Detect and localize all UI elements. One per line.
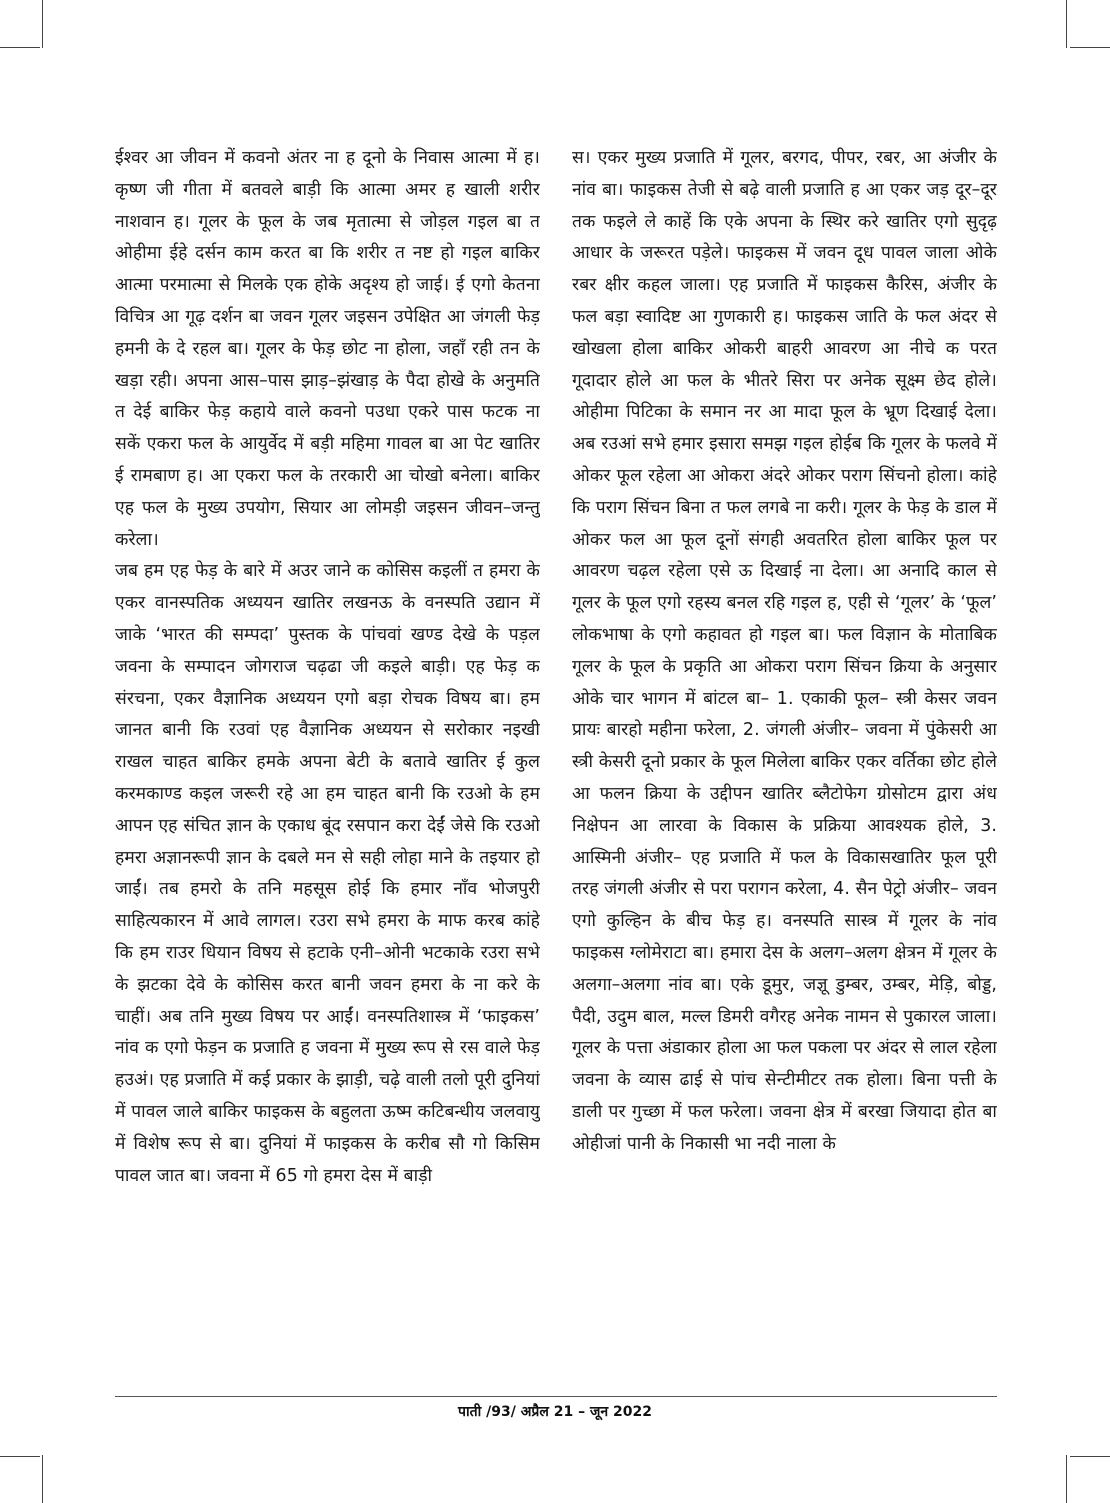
footer-divider bbox=[115, 1396, 997, 1397]
crop-mark bbox=[42, 0, 43, 48]
crop-mark bbox=[0, 47, 40, 48]
left-column bbox=[115, 143, 540, 1365]
crop-mark bbox=[1070, 1456, 1110, 1457]
crop-mark bbox=[0, 1456, 40, 1457]
crop-mark bbox=[1066, 0, 1067, 48]
crop-mark bbox=[42, 1455, 43, 1503]
page-footer: पाती /93/ अप्रैल 21 – जून 2022 bbox=[458, 1404, 652, 1420]
crop-mark bbox=[1070, 47, 1110, 48]
right-column bbox=[572, 143, 997, 1365]
crop-mark bbox=[1066, 1455, 1067, 1503]
left-column-text: ईश्वर आ जीवन में कवनो अंतर ना ह दूनो के निवास आत्मा में ह। कृष्ण जी गीता में बतवले बाड़ी कि आत्मा अमर ह खाली शरीर नाशवान ह। गूलर के फूल के जब मृतात्मा से जोड़ल गइल बा त ओहीमा ईहे दर्सन काम करत बा कि शरीर त नष्ट हो गइल बाकिर आत्मा परमात्मा से मिलके एक होके अदृश्य हो जाई। ई एगो केतना विचित्र आ गूढ़ दर्शन बा जवन गूलर जइसन उपेक्षित आ जंगली फेड़ हमनी के दे रहल बा। गूलर के फेड़ छोट ना होला, जहाँ रही तन के खड़ा रही। अपना आस–पास झाड़–झंखाड़ के पैदा होखे के अनुमति त देई बाकिर फेड़ कहाये वाले कवनो पउधा एकरे पास फटक ना सकें एकरा फल के आयुर्वेद में बड़ी महिमा गावल बा आ पेट खातिर ई रामबाण ह। आ एकरा फल के तरकारी आ चोखो बनेला। बाकिर एह फल के मुख्य उपयोग, सियार आ लोमड़ी जइसन जीवन–जन्तु करेला। जब हम एह फेड़ के बारे में अउर जाने क कोसिस कइलीं त हमरा के एकर वानस्पतिक अध्ययन खातिर लखनऊ के वनस्पति उद्यान में जाके ‘भारत की सम्पदा’ पुस्तक के पांचवां खण्ड देखे के पड़ल जवना के सम्पादन जोगराज चढ़ढा जी कइले बाड़ी। एह फेड़ क संरचना, एकर वैज्ञानिक अध्ययन एगो बड़ा रोचक विषय बा। हम जानत बानी कि रउवां एह वैज्ञानिक अध्ययन से सरोकार नइखी राखल चाहत बाकिर हमके अपना बेटी के बतावे खातिर ई कुल करमकाण्ड कइल जरूरी रहे आ हम चाहत बानी कि रउओ के हम आपन एह संचित ज्ञान के एकाध बूंद रसपान करा देईं जेसे कि रउओ हमरा अज्ञानरूपी ज्ञान के दबले मन से सही लोहा माने के तइयार हो जाईं। तब हमरो के तनि महसूस होई कि हमार नाँव भोजपुरी साहित्यकारन में आवे लागल। रउरा सभे हमरा के माफ करब कांहे कि हम राउर धियान विषय से हटाके एनी–ओनी भटकाके रउरा सभे के झटका देवे के कोसिस करत बानी जवन हमरा के ना करे के चाहीं। अब तनि मुख्य विषय पर आईं। वनस्पतिशास्त्र में ‘फाइकस’ नांव क एगो फेड़न क प्रजाति ह जवना में मुख्य रूप से रस वाले फेड़ हउअं। एह प्रजाति में कई प्रकार के झाड़ी, चढ़े वाली तलो पूरी दुनियां में पावल जाले बाकिर फाइकस के बहुलता ऊष्म कटिबन्धीय जलवायु में विशेष रूप से बा। दुनियां में फाइकस के करीब सौ गो किसिम पावल जात बा। जवना में 65 गो हमरा देस में बाड़ी bbox=[115, 148, 540, 1186]
right-column-text: स। एकर मुख्य प्रजाति में गूलर, बरगद, पीपर, रबर, आ अंजीर के नांव बा। फाइकस तेजी से बढ़े वाली प्रजाति ह आ एकर जड़ दूर–दूर तक फइले ले काहें कि एके अपना के स्थिर करे खातिर एगो सुदृढ़ आधार के जरूरत पड़ेले। फाइकस में जवन दूध पावल जाला ओके रबर क्षीर कहल जाला। एह प्रजाति में फाइकस कैरिस, अंजीर के फल बड़ा स्वादिष्ट आ गुणकारी ह। फाइकस जाति के फल अंदर से खोखला होला बाकिर ओकरी बाहरी आवरण आ नीचे क परत गूदादार होले आ फल के भीतरे सिरा पर अनेक सूक्ष्म छेद होले। ओहीमा पिटिका के समान नर आ मादा फूल के भ्रूण दिखाई देला। अब रउआं सभे हमार इसारा समझ गइल होईब कि गूलर के फलवे में ओकर फूल रहेला आ ओकरा अंदरे ओकर पराग सिंचनो होला। कांहे कि पराग सिंचन बिना त फल लगबे ना करी। गूलर के फेड़ के डाल में ओकर फल आ फूल दूनों संगही अवतरित होला बाकिर फूल पर आवरण चढ़ल रहेला एसे ऊ दिखाई ना देला। आ अनादि काल से गूलर के फूल एगो रहस्य बनल रहि गइल ह, एही से ‘गूलर’ के ‘फूल’ लोकभाषा के एगो कहावत हो गइल बा। फल विज्ञान के मोताबिक गूलर के फूल के प्रकृति आ ओकरा पराग सिंचन क्रिया के अनुसार ओके चार भागन में बांटल बा– 1. एकाकी फूल– स्त्री केसर जवन प्रायः बारहो महीना फरेला, 2. जंगली अंजीर– जवना में पुंकेसरी आ स्त्री केसरी दूनो प्रकार के फूल मिलेला बाकिर एकर वर्तिका छोट होले आ फलन क्रिया के उद्दीपन खातिर ब्लैटोफेग ग्रोसोटम द्वारा अंध निक्षेपन आ लारवा के विकास के प्रक्रिया आवश्यक होले, 3. आस्मिनी अंजीर– एह प्रजाति में फल के विकासखातिर फूल पूरी तरह जंगली अंजीर से परा परागन करेला, 4. सैन पेट्रो अंजीर– जवन एगो कुल्हिन के बीच फेड़ ह। वनस्पति सास्त्र में गूलर के नांव फाइकस ग्लोमेराटा बा। हमारा देस के अलग–अलग क्षेत्रन में गूलर के अलगा–अलगा नांव बा। एके डूमुर, जज्ञू डुम्बर, उम्बर, मेड़ि, बोड्ड, पैदी, उदुम बाल, मल्ल डिमरी वगैरह अनेक नामन से पुकारल जाला। गूलर के पत्ता अंडाकार होला आ फल पकला पर अंदर से लाल रहेला जवना के व्यास ढाई से पांच सेन्टीमीटर तक होला। बिना पत्ती के डाली पर गुच्छा में फल फरेला। जवना क्षेत्र में बरखा जियादा होत बा ओहीजां पानी के निकासी भा नदी नाला के bbox=[572, 148, 997, 1154]
